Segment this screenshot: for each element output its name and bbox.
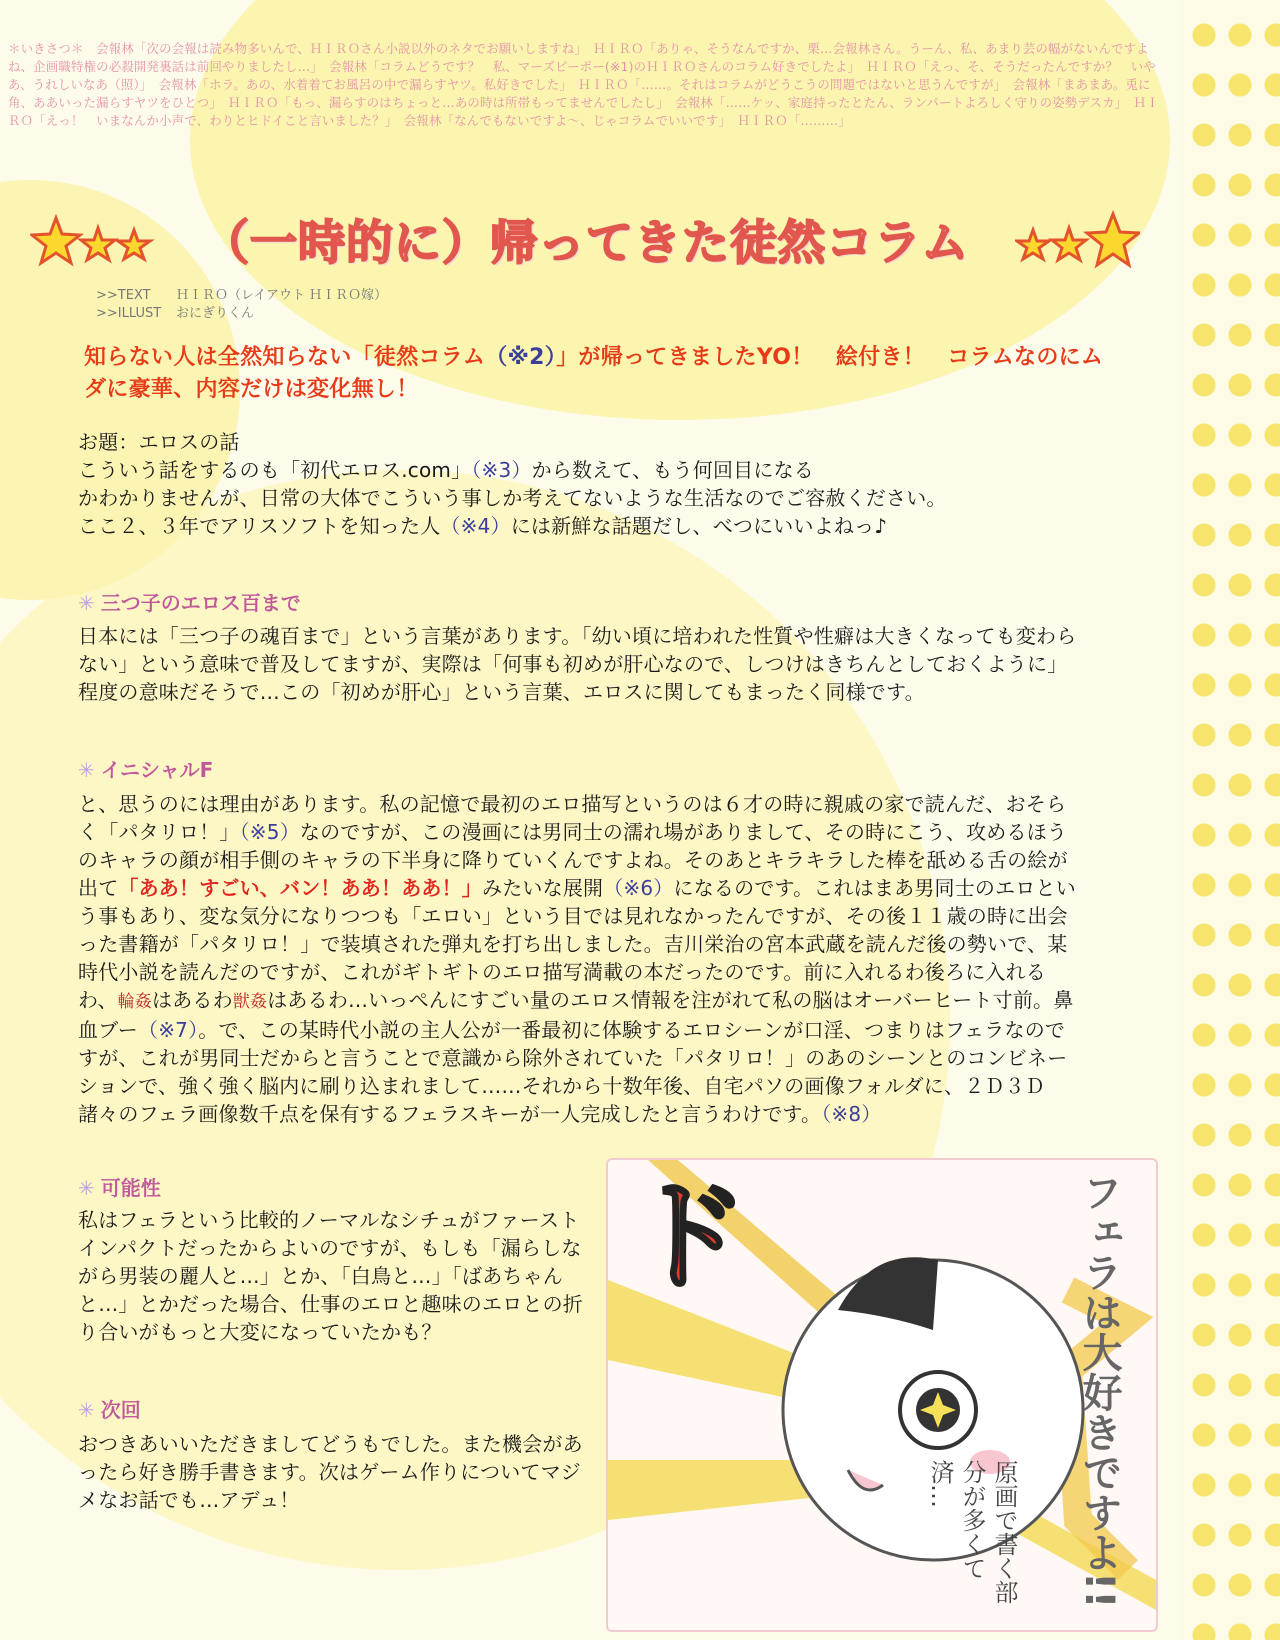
star-icon <box>1052 228 1086 260</box>
section-heading: ✳ 三つ子のエロス百まで <box>78 591 301 615</box>
lead-post: 」が帰ってきましたYO！ 絵付き！ コラムなのにムダに豪華、内容だけは変化無し！ <box>84 345 1104 402</box>
section-body: おつきあいいただきましてどうもでした。また機会があったら好き勝手書きます。次はゲーム作りについてマジメなお話でも…アデュ！ <box>78 1432 583 1512</box>
footnote-ref: （※3） <box>471 458 532 482</box>
star-icon <box>1087 214 1139 265</box>
asterisk-icon: ✳ <box>78 1176 95 1200</box>
star-icon <box>32 218 80 263</box>
intro-line: かわかりませんが、日常の大体でこういう事しか考えてないような生活なのでご容赦ください。 <box>78 486 947 510</box>
illustration <box>606 1158 1158 1632</box>
asterisk-icon: ✳ <box>78 1398 95 1422</box>
footnote-ref: （※4） <box>440 514 511 538</box>
footnote-ref: （※7） <box>138 1018 199 1042</box>
star-icon <box>1017 230 1049 259</box>
star-icons-left <box>30 210 160 280</box>
topic-line: お題：エロスの話 <box>78 430 240 454</box>
intro-dialogue: ＊いきさつ＊ 会報林「次の会報は読み物多いんで、ＨＩＲＯさん小説以外のネタでお願いしますね」 ＨＩＲＯ「ありゃ、そうなんですか、栗…会報林さん。うーん、私、あまり芸の幅がないんですよね、企画職特権の必殺開発裏話は前回やりましたし…」 会報林「コラムどうです？ 私、マーズピーポー(※1)のＨＩＲＯさんのコラム好きでしたよ」 ＨＩＲＯ「えっ、そ、そうだったんですか？ いやあ、うれしいなあ（照）」 会報林「ホラ。あの、水着着てお風呂の中で漏らすヤツ。私好きでした」 ＨＩＲＯ「……。それはコラムがどうこうの問題ではないと思うんですが」 会報林「まあまあ。兎に角、ああいった漏らすヤツをひとつ」 ＨＩＲＯ「もっ、漏らすのはちょっと…あの時は所帯もってませんでしたし」 会報林「……ケッ、家庭持ったとたん、ランパートよろしく守りの姿勢デスカ」 ＨＩＲＯ「えっ！ いまなんか小声で、わりとヒドイこと言いました？」 会報林「なんでもないですよ～、じゃコラムでいいです」 ＨＩＲＯ「………」 <box>8 41 1159 128</box>
credit-label: >>TEXT <box>96 288 151 303</box>
sfx-do: ド <box>628 1168 748 1307</box>
credit-label: >>ILLUST <box>96 306 162 321</box>
section-heading: ✳ 可能性 <box>78 1176 161 1200</box>
annotated-word: 輪姦 <box>117 992 153 1012</box>
credit-illust <box>96 305 387 323</box>
credit-text <box>96 287 387 305</box>
star-icon <box>118 230 150 259</box>
exclamation-text: 「ああ！すごい、バン！ああ！ああ！」 <box>118 876 483 900</box>
section-body: と、思うのには理由があります。私の記憶で最初のエロ描写というのは６才の時に親戚の家で読んだ、おそらく「パタリロ！」（※5）なのですが、この漫画には男同士の濡れ場がありまして、その時にこう、攻めるほうのキャラの顔が相手側のキャラの下半身に降りていくんですよね。そのあとキラキラした棒を舐める舌の絵が出て「ああ！すごい、バン！ああ！ああ！」みたいな展開（※6）になるのです。これはまあ男同士のエロという事もあり、変な気分になりつつも「エロい」という目では見れなかったんですが、その後１１歳の時に出会った書籍が「パタリロ！」で装填された弾丸を打ち出しました。吉川栄治の宮本武蔵を読んだ後の勢いで、某時代小説を読んだのですが、これがギトギトのエロ描写満載の本だったのです。前に入れるわ後ろに入れるわ、輪姦はあるわ獣姦はあるわ…いっぺんにすごい量のエロス情報を注がれて私の脳はオーバーヒート寸前。鼻血ブー（※7）。で、この某時代小説の主人公が一番最初に体験するエロシーンが口淫、つまりはフェラなのですが、これが男同士だからと言うことで意識から除外されていた「パタリロ！」のあのシーンとのコンビネーションで、強く強く脳内に刷り込まれまして……それから十数年後、自宅パソの画像フォルダに、２Ｄ３Ｄ諸々のフェラ画像数千点を保有するフェラスキーが一人完成したと言うわけです。（※8） <box>78 792 1076 1126</box>
section-heading: ✳ 次回 <box>78 1398 141 1422</box>
section-body: 私はフェラという比較的ノーマルなシチュがファーストインパクトだったからよいのですが、もしも「漏らしながら男装の麗人と…」とか、「白鳥と…」「ばあちゃんと…」とかだった場合、仕事のエロと趣味のエロとの折り合いがもっと大変になっていたかも？ <box>78 1208 583 1344</box>
illustration-note: 原画で書く部分が多くて済… <box>926 1460 1018 1604</box>
footnote-ref: （※5） <box>239 820 300 844</box>
lead-text <box>84 342 1104 406</box>
asterisk-icon: ✳ <box>78 591 95 615</box>
credit-value: おにぎりくん <box>176 306 255 321</box>
footnote-ref: （※8） <box>821 1102 882 1126</box>
footnote-ref: （※2） <box>485 345 557 370</box>
column-title: （一時的に）帰ってきた徒然コラム <box>202 216 970 271</box>
annotated-word: 獣姦 <box>232 992 268 1012</box>
illustration-caption: フェラは大好きですよ!! <box>1076 1172 1122 1609</box>
intro-line: こういう話をするのも「初代エロス.com」（※3）から数えて、もう何回目になる <box>78 458 814 482</box>
section-body: 日本には「三つ子の魂百まで」という言葉があります。「幼い頃に培われた性質や性癖は大きくなっても変わらない」という意味で普及してますが、実際は「何事も初めが肝心なので、しつけはきちんとしておくように」程度の意味だそうで…この「初めが肝心」という言葉、エロスに関してもまったく同様です。 <box>78 624 1077 704</box>
star-icons-right <box>1015 210 1140 280</box>
credits <box>96 287 387 323</box>
footnote-ref: （※6） <box>603 876 674 900</box>
star-icon <box>81 228 115 260</box>
intro-line: ここ２、３年でアリスソフトを知った人（※4）には新鮮な話題だし、べつにいいよねっ♪ <box>78 514 888 538</box>
asterisk-icon: ✳ <box>78 758 95 782</box>
credit-value: ＨＩＲＯ（レイアウト ＨＩＲＯ嫁） <box>176 288 388 303</box>
polka-dot-strip <box>1180 0 1280 1640</box>
intro-body <box>78 428 1078 540</box>
section-heading: ✳ イニシャルF <box>78 758 214 782</box>
lead-pre: 知らない人は全然知らない「徒然コラム <box>84 345 486 370</box>
title-bar <box>30 210 1140 280</box>
